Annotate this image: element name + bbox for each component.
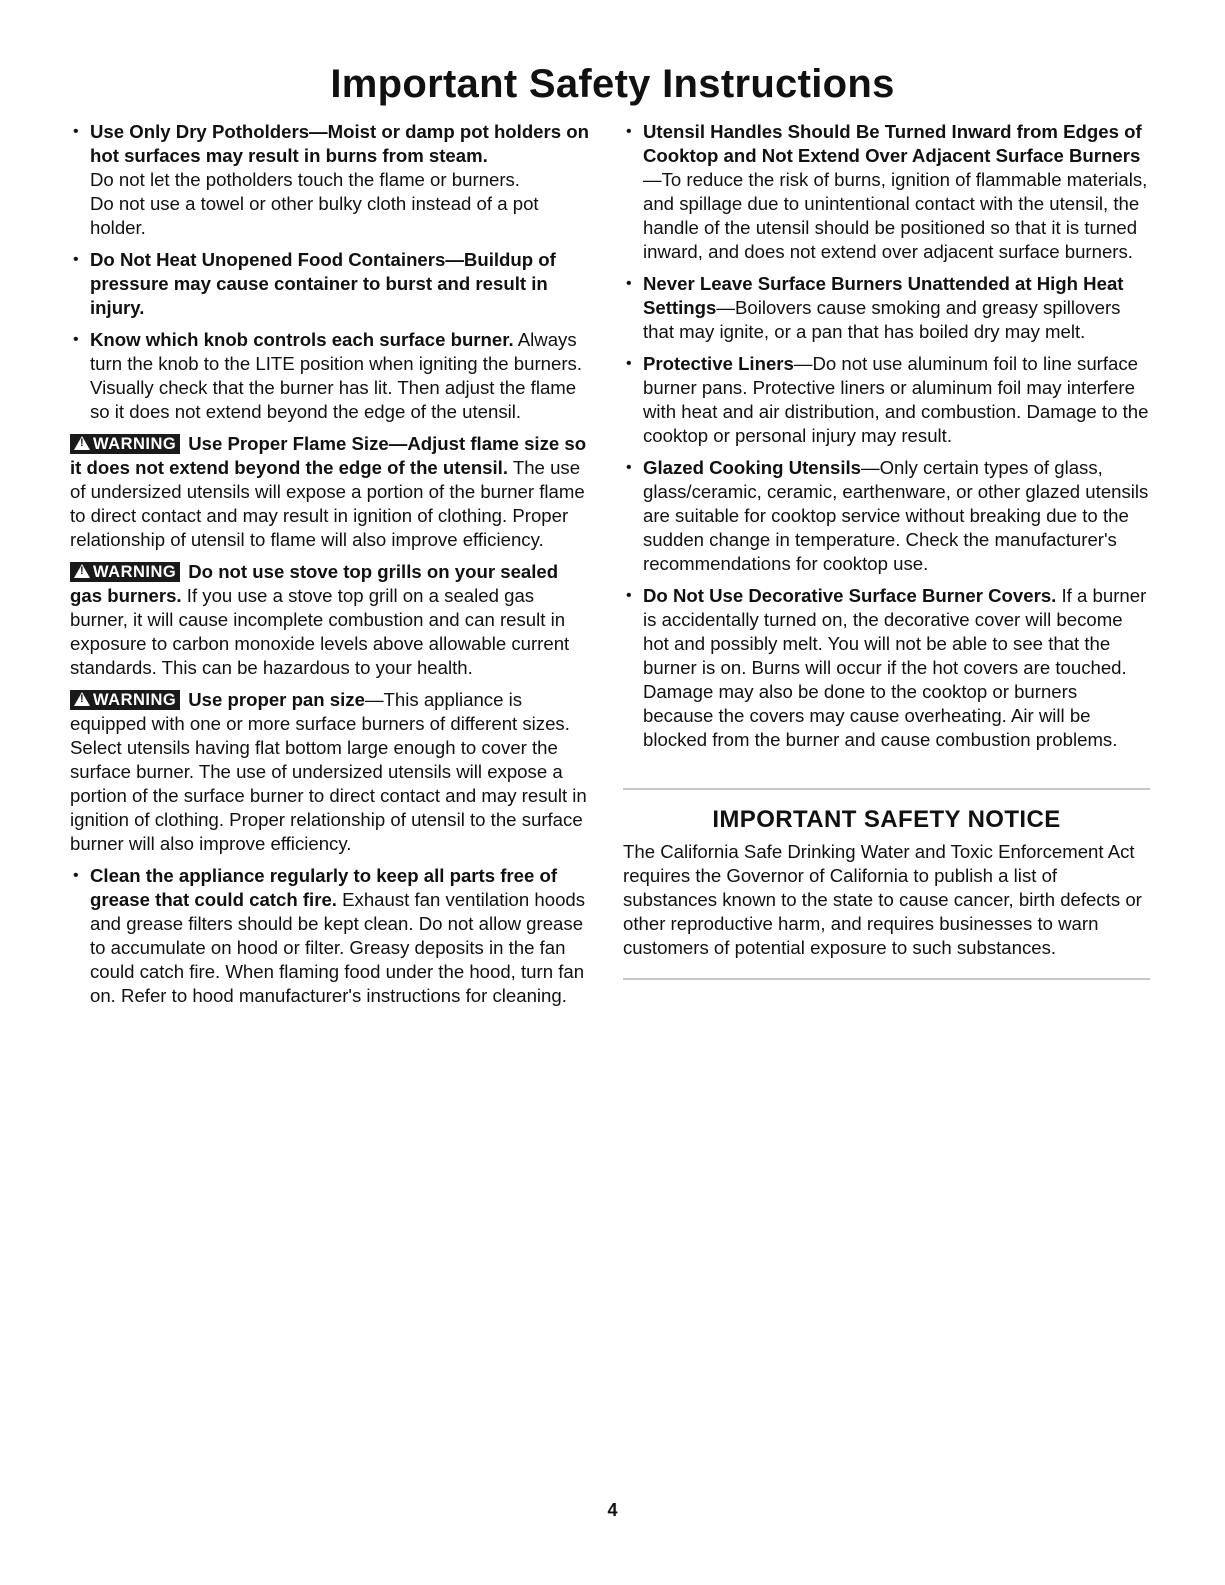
list-item-glazed (623, 456, 1150, 576)
item-heading: Utensil Handles Should Be Turned Inward from Edges of Cooktop and Not Extend Over Adjacent Surface Burners (643, 121, 1142, 166)
warning-heading: Use Proper Flame Size—Adjust flame size so it does not extend beyond the edge of the utensil. (70, 433, 587, 478)
item-text: —To reduce the risk of burns, ignition of flammable materials, and spillage due to unintentional contact with the utensil, the handle of the utensil should be positioned so that it is turned inward, and does not extend over adjacent surface burners. (643, 169, 1148, 262)
item-heading: Do Not Heat Unopened Food Containers—Buildup of pressure may cause container to burst and result in injury. (90, 249, 556, 318)
item-text: Exhaust fan ventilation hoods and grease filters should be kept clean. Do not allow grease to accumulate on hood or filter. Greasy deposits in the fan could catch fire. When flaming food under the hood, turn fan on. Refer to hood manufacturer's instructions for cleaning. (90, 889, 586, 1006)
warning-flame-size (70, 432, 595, 552)
item-text: —Do not use aluminum foil to line surface burner pans. Protective liners or aluminum foil may interfere with heat and air distribution, and combustion. Damage to the cooktop or personal injury may result. (643, 353, 1149, 446)
bullet-icon: • (73, 867, 79, 884)
page-title: Important Safety Instructions (330, 62, 895, 106)
bullet-icon: • (73, 123, 79, 140)
safety-notice-box (623, 788, 1150, 980)
list-item-unattended (623, 272, 1150, 344)
warning-triangle-icon (74, 564, 90, 578)
notice-text: The California Safe Drinking Water and Toxic Enforcement Act requires the Governor of California to publish a list of substances known to the state to cause cancer, birth defects or other reproductive harm, and requires businesses to warn customers of potential exposure to such substances. (623, 841, 1142, 958)
warning-heading: Do not use stove top grills on your sealed gas burners. (70, 561, 559, 606)
item-heading: Know which knob controls each surface burner. (90, 329, 514, 350)
item-heading: Never Leave Surface Burners Unattended at High Heat Settings (643, 273, 1124, 318)
item-heading: Glazed Cooking Utensils (643, 457, 861, 478)
warning-badge (70, 690, 180, 710)
item-text: If a burner is accidentally turned on, the decorative cover will become hot and possibly melt. You will not be able to see that the burner is on. Burns will occur if the hot covers are touched. Damage may also be done to the cooktop or burners because the covers may cause overheating. Air will be blocked from the burner and cause combustion problems. (643, 585, 1147, 750)
item-heading: Protective Liners (643, 353, 794, 374)
divider (623, 978, 1150, 980)
warning-pan-size (70, 688, 595, 856)
item-text: Do not let the potholders touch the flame or burners. (90, 169, 520, 190)
list-item-covers (623, 584, 1150, 752)
bullet-icon: • (73, 251, 79, 268)
right-column (623, 120, 1150, 980)
warning-triangle-icon (74, 436, 90, 450)
list-item-containers (70, 248, 595, 320)
warning-badge (70, 434, 180, 454)
bullet-icon: • (626, 355, 632, 372)
divider (623, 788, 1150, 790)
item-text: Always turn the knob to the LITE position when igniting the burners. Visually check that the burner has lit. Then adjust the flame so it does not extend beyond the edge of the utensil. (90, 329, 583, 422)
list-item-clean (70, 864, 595, 1008)
item-text: Do not use a towel or other bulky cloth instead of a pot holder. (90, 193, 539, 238)
list-item-potholders (70, 120, 595, 240)
notice-title: IMPORTANT SAFETY NOTICE (712, 806, 1061, 833)
bullet-icon: • (626, 587, 632, 604)
warning-triangle-icon (74, 692, 90, 706)
item-text: —Only certain types of glass, glass/ceramic, ceramic, earthenware, or other glazed utensils are suitable for cooktop service without breaking due to the sudden change in temperature. Check the manufacturer's recommendations for cooktop use. (643, 457, 1149, 574)
warning-heading: Use proper pan size (188, 689, 365, 710)
bullet-icon: • (626, 123, 632, 140)
item-heading: Use Only Dry Potholders—Moist or damp pot holders on hot surfaces may result in burns from steam. (90, 121, 589, 166)
bullet-icon: • (626, 459, 632, 476)
bullet-icon: • (626, 275, 632, 292)
warning-text: The use of undersized utensils will expose a portion of the burner flame to direct contact and may result in ignition of clothing. Proper relationship of utensil to flame will also improve efficiency. (70, 457, 585, 550)
item-heading: Clean the appliance regularly to keep all parts free of grease that could catch fire. (90, 865, 558, 910)
warning-label: WARNING (93, 563, 177, 581)
list-item-handles (623, 120, 1150, 264)
item-heading: Do Not Use Decorative Surface Burner Covers. (643, 585, 1057, 606)
list-item-knob (70, 328, 595, 424)
item-text: —Boilovers cause smoking and greasy spillovers that may ignite, or a pan that has boiled dry may melt. (643, 297, 1121, 342)
warning-label: WARNING (93, 691, 177, 709)
left-column (70, 120, 595, 1016)
warning-text: If you use a stove top grill on a sealed gas burner, it will cause incomplete combustion and can result in exposure to carbon monoxide levels above allowable current standards. This can be hazardous to your health. (70, 585, 570, 678)
warning-badge (70, 562, 180, 582)
list-item-liners (623, 352, 1150, 448)
warning-label: WARNING (93, 435, 177, 453)
warning-text: —This appliance is equipped with one or more surface burners of different sizes. Select utensils having flat bottom large enough to cover the surface burner. The use of undersized utensils will expose a portion of the surface burner to direct contact and may result in ignition of clothing. Proper relationship of utensil to the surface burner will also improve efficiency. (70, 689, 587, 854)
warning-stove-grills (70, 560, 595, 680)
bullet-icon: • (73, 331, 79, 348)
page-number: 4 (607, 1500, 618, 1520)
